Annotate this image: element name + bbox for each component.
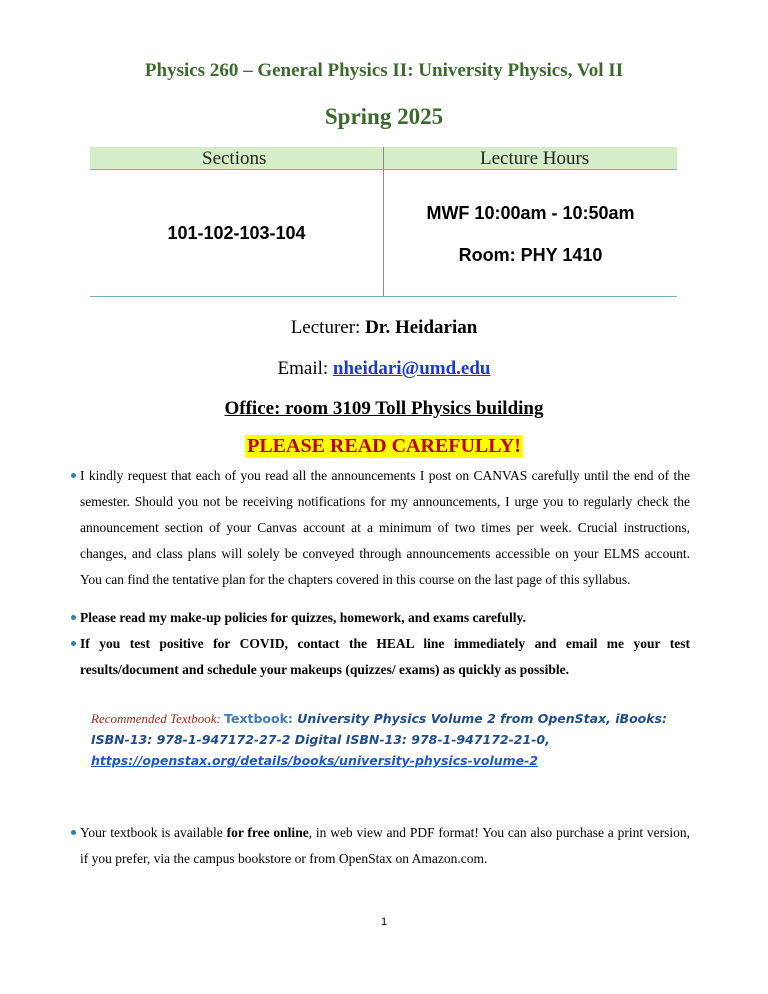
- bullet-text: If you test positive for COVID, contact the HEAL line immediately and email me your test results/document and schedule your makeups (quizzes/ exams) as quickly as possible.: [80, 636, 690, 677]
- bullet-text-post: , in web view and PDF format! You can also purchase a print version, if you prefer, via the campus bookstore or from OpenStax on Amazon.com.: [80, 825, 690, 866]
- textbook-isbn: ISBN-13: 978-1-947172-27-2 Digital ISBN-13: 978-1-947172-21-0,: [91, 732, 550, 747]
- sections-value: 101-102-103-104: [167, 223, 306, 243]
- email-line: [0, 358, 768, 380]
- course-title: Physics 260 – General Physics II: University Physics, Vol II: [144, 60, 624, 81]
- list-item: [80, 463, 690, 593]
- textbook-title: University Physics Volume 2 from OpenStax, iBooks:: [297, 711, 667, 726]
- bullet-dot-icon: [71, 830, 76, 835]
- schedule-table: [90, 147, 677, 297]
- col-header-lecture-hours: Lecture Hours: [480, 148, 590, 169]
- textbook-link[interactable]: https://openstax.org/details/books/university-physics-volume-2: [91, 753, 539, 768]
- col-header-sections: Sections: [202, 148, 267, 169]
- bullet-text: I kindly request that each of you read all the announcements I post on CANVAS carefully until the end of the semester. Should you not be receiving notifications for my announcements, I urge you to regularly check the announcement section of your Canvas account at a minimum of two times per week. Crucial instructions, changes, and class plans will solely be conveyed through announcements accessible on your ELMS account. You can find the tentative plan for the chapters covered in this course on the last page of this syllabus.: [80, 468, 690, 587]
- recommended-textbook: [91, 708, 691, 771]
- lecturer-label: Lecturer:: [290, 317, 366, 338]
- office-line: [0, 398, 768, 420]
- room-value: Room: PHY 1410: [458, 245, 603, 265]
- email-label: Email:: [277, 358, 333, 379]
- bullet-text: Please read my make-up policies for quizzes, homework, and exams carefully.: [80, 610, 526, 625]
- lecturer-line: [0, 317, 768, 339]
- lecture-time-value: MWF 10:00am - 10:50am: [426, 203, 635, 223]
- textbook-label: Recommended Textbook:: [91, 711, 225, 726]
- bullet-dot-icon: [71, 473, 76, 478]
- email-link[interactable]: nheidari@umd.edu: [332, 358, 491, 379]
- office-text: Office: room 3109 Toll Physics building: [224, 398, 544, 419]
- textbook-word: Textbook:: [224, 711, 298, 726]
- bullet-text-bold: for free online: [226, 825, 309, 840]
- list-item: [80, 605, 690, 631]
- bullet-dot-icon: [71, 615, 76, 620]
- bullet-dot-icon: [71, 641, 76, 646]
- table-bottom-rule: [90, 296, 677, 297]
- bullet-text-pre: Your textbook is available: [80, 825, 227, 840]
- lecturer-name: Dr. Heidarian: [365, 317, 478, 338]
- announcement-bullets: [80, 463, 690, 593]
- notice-line: [0, 435, 768, 458]
- list-item: [80, 631, 690, 683]
- term-title: Spring 2025: [324, 104, 444, 129]
- page-number: 1: [380, 916, 388, 928]
- list-item: [80, 820, 690, 872]
- please-read-notice: PLEASE READ CAREFULLY!: [247, 435, 521, 457]
